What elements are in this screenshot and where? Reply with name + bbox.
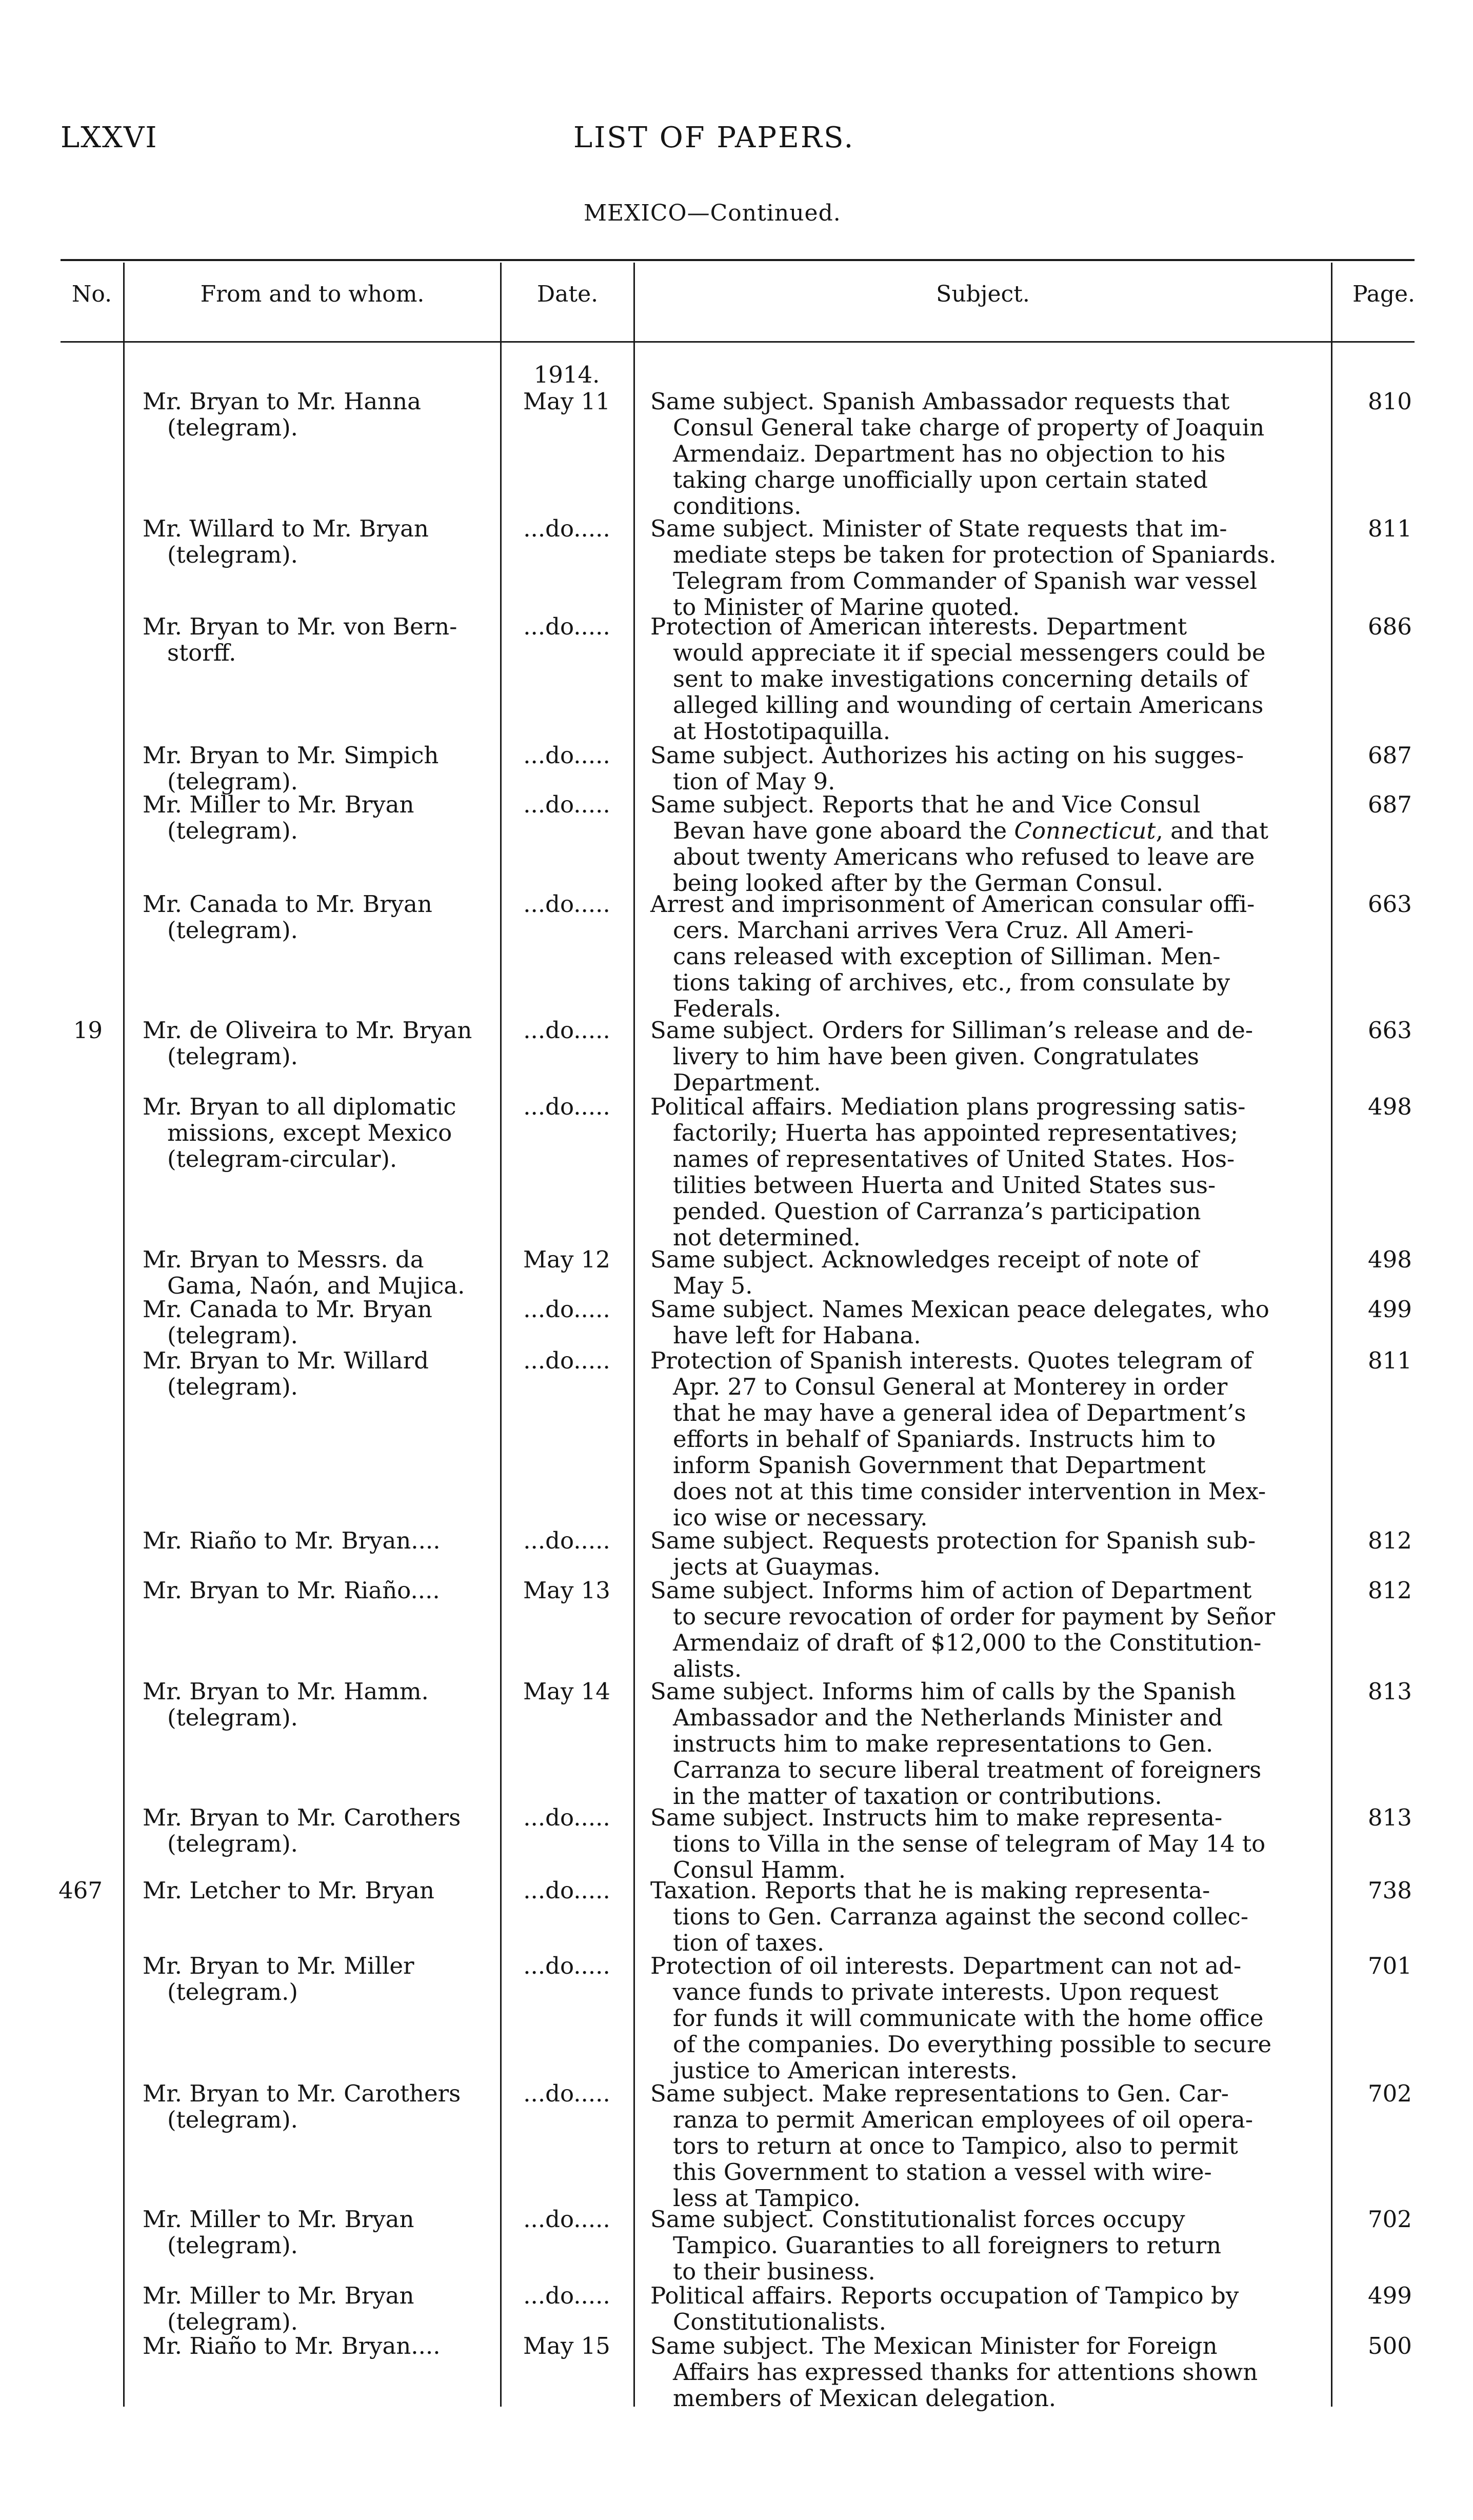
from-line: Mr. Miller to Mr. Bryan [143, 2282, 414, 2309]
subject-line: of the companies. Do everything possible to secure [673, 2031, 1272, 2058]
from-line: Mr. Bryan to Mr. Willard [143, 1347, 429, 1374]
from-line: Mr. Bryan to Mr. Carothers [143, 1804, 461, 1831]
row-from-to [143, 1953, 496, 2005]
subject-line: members of Mexican delegation. [673, 2385, 1057, 2412]
from-line: Mr. Bryan to Mr. Hamm. [143, 1678, 429, 1705]
subject-line: ranza to permit American employees of oil opera- [673, 2106, 1253, 2133]
from-line: Mr. Bryan to Mr. Riaño.... [143, 1577, 440, 1604]
subject-line: Constitutionalists. [673, 2308, 886, 2335]
row-from-to [143, 2333, 496, 2359]
row-page: 500 [1368, 2332, 1412, 2359]
from-line: Mr. Bryan to Messrs. da [143, 1246, 424, 1273]
row-from-to [143, 2206, 496, 2258]
from-line: Gama, Naón, and Mujica. [167, 1272, 465, 1299]
subject-line: Apr. 27 to Consul General at Monterey in order [673, 1373, 1228, 1400]
row-page: 813 [1368, 1678, 1412, 1705]
row-subject [650, 515, 1327, 620]
subject-line: this Government to station a vessel with wire- [673, 2158, 1212, 2186]
row-from-to [143, 2080, 496, 2133]
subject-line: being looked after by the German Consul. [673, 869, 1164, 897]
row-date: May 12 [523, 1246, 610, 1273]
row-date: ...do..... [523, 2080, 610, 2107]
subject-line: Same subject. Authorizes his acting on his sugges- [650, 742, 1244, 769]
row-number: 19 [73, 1017, 103, 1044]
row-subject [650, 2206, 1327, 2285]
subject-line: Political affairs. Reports occupation of Tampico by [650, 2282, 1239, 2309]
from-line: Mr. Bryan to Mr. Simpich [143, 742, 439, 769]
subject-line: mediate steps be taken for protection of Spaniards. [673, 541, 1277, 568]
from-line: Mr. Bryan to all diplomatic [143, 1093, 456, 1120]
column-divider-no [123, 263, 125, 2407]
row-date: ...do..... [523, 742, 610, 769]
row-subject [650, 1877, 1327, 1956]
subject-line: tions taking of archives, etc., from consulate by [673, 969, 1230, 996]
subject-line: Federals. [673, 995, 781, 1022]
row-subject [650, 1577, 1327, 1682]
subject-line: Protection of Spanish interests. Quotes telegram of [650, 1347, 1252, 1374]
row-page: 702 [1368, 2080, 1412, 2107]
page-title: LIST OF PAPERS. [573, 121, 855, 154]
row-date: May 14 [523, 1678, 610, 1705]
row-from-to [143, 1577, 496, 1603]
row-subject [650, 2333, 1327, 2411]
subject-line: instructs him to make representations to Gen. [673, 1730, 1213, 1757]
row-page: 687 [1368, 791, 1412, 818]
subject-line: tion of May 9. [673, 768, 835, 795]
subject-line: sent to make investigations concerning details of [673, 665, 1248, 692]
row-subject [650, 1246, 1327, 1299]
subject-line: Armendaiz. Department has no objection to his [673, 440, 1226, 467]
row-from-to [143, 791, 496, 844]
from-line: (telegram-circular). [167, 1145, 397, 1173]
column-header-subject: Subject. [936, 281, 1030, 307]
subject-line: Consul General take charge of property of Joaquin [673, 414, 1265, 441]
year-label: 1914. [533, 361, 600, 388]
subject-line: Arrest and imprisonment of American consular offi- [650, 890, 1255, 918]
from-line: Mr. Letcher to Mr. Bryan [143, 1877, 435, 1904]
subject-line: Consul Hamm. [673, 1856, 846, 1883]
subject-line: Same subject. Spanish Ambassador requests that [650, 388, 1230, 415]
subject-line: taking charge unofficially upon certain stated [673, 466, 1208, 493]
row-subject [650, 1678, 1327, 1809]
subject-line: Political affairs. Mediation plans progressing satis- [650, 1093, 1246, 1120]
subject-line: at Hostotipaquilla. [673, 718, 891, 745]
row-from-to [143, 1017, 496, 1069]
subject-line: in the matter of taxation or contributions. [673, 1782, 1162, 1810]
subject-line: pended. Question of Carranza’s participation [673, 1198, 1201, 1225]
row-subject [650, 791, 1327, 896]
subject-line: does not at this time consider intervention in Mex- [673, 1478, 1266, 1505]
from-line: (telegram). [167, 1704, 298, 1731]
from-line: Mr. Riaño to Mr. Bryan.... [143, 1527, 441, 1554]
subject-line: Same subject. Informs him of calls by the Spanish [650, 1678, 1236, 1705]
section-heading: MEXICO—Continued. [584, 200, 841, 226]
column-divider-from [500, 263, 502, 2407]
row-date: ...do..... [523, 890, 610, 918]
subject-line: tilities between Huerta and United States sus- [673, 1172, 1216, 1199]
from-line: (telegram). [167, 541, 298, 568]
subject-line: to secure revocation of order for payment by Señor [673, 1603, 1276, 1630]
from-line: missions, except Mexico [167, 1119, 452, 1146]
subject-line: vance funds to private interests. Upon request [673, 1978, 1219, 2006]
row-page: 811 [1368, 515, 1412, 542]
subject-line: Taxation. Reports that he is making representa- [650, 1877, 1210, 1904]
subject-line: factorily; Huerta has appointed representatives; [673, 1119, 1239, 1146]
row-page: 687 [1368, 742, 1412, 769]
subject-line: Same subject. Acknowledges receipt of note of [650, 1246, 1199, 1273]
from-line: (telegram). [167, 2308, 298, 2335]
row-date: May 15 [523, 2332, 610, 2359]
subject-line: Affairs has expressed thanks for attentions shown [673, 2358, 1258, 2386]
subject-line: Same subject. Names Mexican peace delegates, who [650, 1296, 1269, 1323]
row-date: May 11 [523, 388, 610, 415]
row-date: ...do..... [523, 1527, 610, 1554]
row-page: 812 [1368, 1527, 1412, 1554]
column-header-page: Page. [1352, 281, 1416, 307]
subject-line: Bevan have gone aboard the Connecticut, and that [673, 817, 1268, 844]
from-line: (telegram). [167, 414, 298, 441]
row-from-to [143, 1804, 496, 1857]
from-line: (telegram). [167, 1043, 298, 1070]
subject-line: to Minister of Marine quoted. [673, 593, 1020, 621]
row-date: ...do..... [523, 1296, 610, 1323]
subject-line: Ambassador and the Netherlands Minister and [673, 1704, 1223, 1731]
from-line: storff. [167, 639, 236, 666]
column-header-date: Date. [536, 281, 599, 307]
from-line: (telegram). [167, 917, 298, 944]
from-line: Mr. Riaño to Mr. Bryan.... [143, 2332, 441, 2359]
row-subject [650, 2080, 1327, 2211]
subject-line: inform Spanish Government that Department [673, 1452, 1206, 1479]
row-from-to [143, 891, 496, 943]
row-from-to [143, 1877, 496, 1903]
subject-line: Same subject. Orders for Silliman’s release and de- [650, 1017, 1253, 1044]
from-line: (telegram). [167, 1322, 298, 1349]
row-page: 702 [1368, 2206, 1412, 2233]
row-page: 663 [1368, 1017, 1412, 1044]
row-from-to [143, 2283, 496, 2335]
row-subject [650, 1804, 1327, 1883]
row-from-to [143, 1678, 496, 1731]
row-page: 812 [1368, 1577, 1412, 1604]
subject-line: tion of taxes. [673, 1929, 825, 1956]
row-date: ...do..... [523, 791, 610, 818]
table-top-rule [61, 259, 1415, 261]
row-from-to [143, 388, 496, 441]
row-page: 738 [1368, 1877, 1412, 1904]
row-date: ...do..... [523, 1347, 610, 1374]
subject-line: tions to Gen. Carranza against the second collec- [673, 1903, 1249, 1930]
from-line: Mr. Bryan to Mr. Hanna [143, 388, 421, 415]
row-subject [650, 1296, 1327, 1348]
subject-line: livery to him have been given. Congratulates [673, 1043, 1200, 1070]
row-subject [650, 2283, 1327, 2335]
from-line: Mr. Bryan to Mr. Carothers [143, 2080, 461, 2107]
subject-line: Protection of oil interests. Department can not ad- [650, 1952, 1242, 1979]
row-subject [650, 388, 1327, 519]
row-from-to [143, 1296, 496, 1348]
row-page: 499 [1368, 1296, 1412, 1323]
subject-line: May 5. [673, 1272, 753, 1299]
subject-line: Same subject. Informs him of action of Department [650, 1577, 1252, 1604]
column-header-from: From and to whom. [200, 281, 425, 307]
row-from-to [143, 1094, 496, 1172]
from-line: Mr. Bryan to Mr. Miller [143, 1952, 414, 1979]
subject-line: Carranza to secure liberal treatment of foreigners [673, 1756, 1262, 1783]
subject-line: Armendaiz of draft of $12,000 to the Constitution- [673, 1629, 1262, 1656]
row-date: ...do..... [523, 1804, 610, 1831]
row-date: ...do..... [523, 2282, 610, 2309]
subject-line: justice to American interests. [673, 2057, 1018, 2084]
row-subject [650, 1094, 1327, 1251]
row-date: May 13 [523, 1577, 610, 1604]
subject-line: tions to Villa in the sense of telegram of May 14 to [673, 1830, 1266, 1857]
row-page: 498 [1368, 1246, 1412, 1273]
subject-line: Department. [673, 1069, 821, 1096]
from-line: Mr. Miller to Mr. Bryan [143, 2206, 414, 2233]
subject-line: to their business. [673, 2258, 875, 2285]
row-subject [650, 891, 1327, 1022]
row-page: 810 [1368, 388, 1412, 415]
from-line: (telegram). [167, 2106, 298, 2133]
page-number-roman: LXXVI [61, 121, 158, 154]
subject-line: Same subject. Minister of State requests that im- [650, 515, 1227, 542]
row-subject [650, 1017, 1327, 1096]
subject-line: Same subject. Make representations to Gen. Car- [650, 2080, 1229, 2107]
from-line: (telegram). [167, 2232, 298, 2259]
row-from-to [143, 1347, 496, 1400]
subject-line: for funds it will communicate with the home office [673, 2005, 1264, 2032]
subject-line: Same subject. Constitutionalist forces occupy [650, 2206, 1185, 2233]
row-from-to [143, 613, 496, 666]
from-line: (telegram). [167, 1830, 298, 1857]
from-line: (telegram). [167, 768, 298, 795]
row-subject [650, 613, 1327, 744]
subject-line: Protection of American interests. Department [650, 613, 1187, 640]
subject-line: ico wise or necessary. [673, 1504, 928, 1531]
subject-line: would appreciate it if special messengers could be [673, 639, 1266, 666]
from-line: Mr. Bryan to Mr. von Bern- [143, 613, 457, 640]
row-page: 811 [1368, 1347, 1412, 1374]
subject-line: Telegram from Commander of Spanish war vessel [673, 567, 1258, 594]
subject-line: jects at Guaymas. [673, 1553, 881, 1580]
subject-line: Tampico. Guaranties to all foreigners to return [673, 2232, 1222, 2259]
subject-line: efforts in behalf of Spaniards. Instructs him to [673, 1425, 1216, 1453]
column-header-no: No. [71, 281, 112, 307]
subject-line: Same subject. Instructs him to make representa- [650, 1804, 1223, 1831]
row-page: 663 [1368, 890, 1412, 918]
subject-line: names of representatives of United States. Hos- [673, 1145, 1235, 1173]
row-page: 686 [1368, 613, 1412, 640]
row-page: 813 [1368, 1804, 1412, 1831]
from-line: Mr. Canada to Mr. Bryan [143, 890, 432, 918]
subject-line: alleged killing and wounding of certain Americans [673, 691, 1264, 719]
row-date: ...do..... [523, 1952, 610, 1979]
row-subject [650, 1953, 1327, 2084]
row-date: ...do..... [523, 613, 610, 640]
row-date: ...do..... [523, 2206, 610, 2233]
row-from-to [143, 1527, 496, 1554]
row-page: 499 [1368, 2282, 1412, 2309]
subject-line: about twenty Americans who refused to leave are [673, 843, 1255, 870]
subject-line: cers. Marchani arrives Vera Cruz. All Ameri- [673, 917, 1194, 944]
from-line: Mr. Miller to Mr. Bryan [143, 791, 414, 818]
subject-line: Same subject. Requests protection for Spanish sub- [650, 1527, 1256, 1554]
row-page: 498 [1368, 1093, 1412, 1120]
row-from-to [143, 742, 496, 795]
row-date: ...do..... [523, 1877, 610, 1904]
row-from-to [143, 515, 496, 568]
row-page: 701 [1368, 1952, 1412, 1979]
subject-line: cans released with exception of Silliman. Men- [673, 943, 1221, 970]
subject-line: that he may have a general idea of Department’s [673, 1399, 1246, 1426]
column-divider-subject [1331, 263, 1332, 2407]
row-subject [650, 1527, 1327, 1580]
row-subject [650, 742, 1327, 795]
row-from-to [143, 1246, 496, 1299]
from-line: (telegram.) [167, 1978, 298, 2006]
row-date: ...do..... [523, 515, 610, 542]
column-divider-date [633, 263, 635, 2407]
subject-line: not determined. [673, 1224, 861, 1251]
subject-line: conditions. [673, 492, 802, 520]
header-bottom-rule [61, 341, 1415, 343]
subject-line: Same subject. The Mexican Minister for Foreign [650, 2332, 1218, 2359]
row-date: ...do..... [523, 1093, 610, 1120]
from-line: Mr. de Oliveira to Mr. Bryan [143, 1017, 472, 1044]
from-line: (telegram). [167, 817, 298, 844]
from-line: (telegram). [167, 1373, 298, 1400]
row-date: ...do..... [523, 1017, 610, 1044]
from-line: Mr. Willard to Mr. Bryan [143, 515, 429, 542]
subject-line: less at Tampico. [673, 2185, 861, 2212]
subject-line: tors to return at once to Tampico, also to permit [673, 2132, 1238, 2159]
subject-line: have left for Habana. [673, 1322, 921, 1349]
row-subject [650, 1347, 1327, 1531]
from-line: Mr. Canada to Mr. Bryan [143, 1296, 432, 1323]
subject-line: Same subject. Reports that he and Vice Consul [650, 791, 1201, 818]
subject-line: alists. [673, 1655, 742, 1682]
row-number: 467 [58, 1877, 103, 1904]
